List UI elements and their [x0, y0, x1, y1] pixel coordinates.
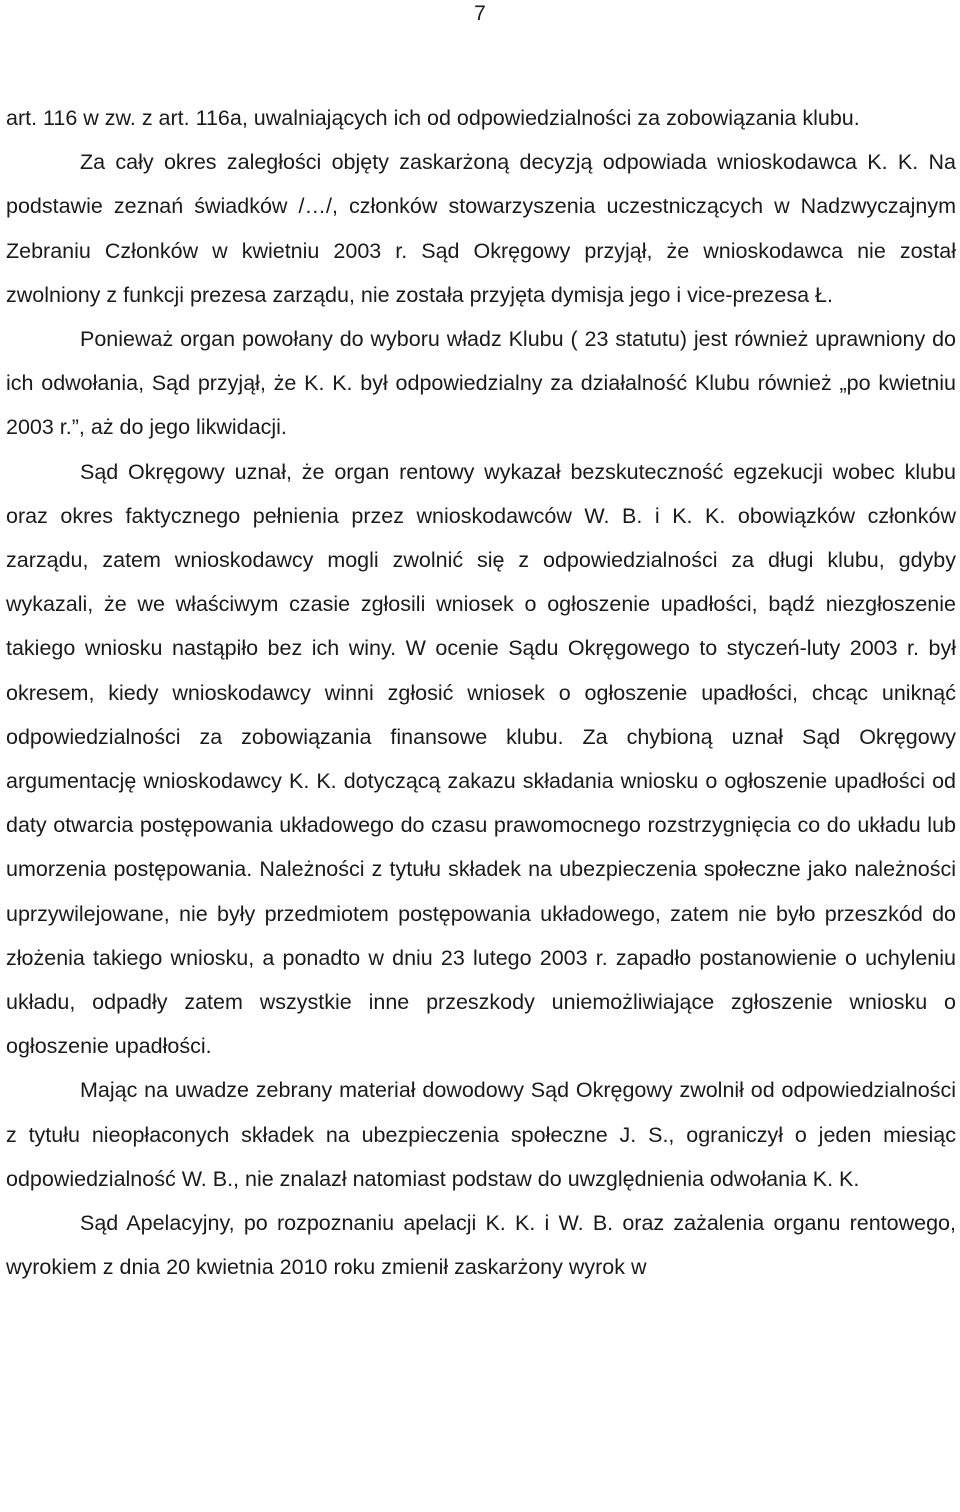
paragraph: art. 116 w zw. z art. 116a, uwalniających ich od odpowiedzialności za zobowiązania klubu. — [6, 106, 860, 130]
paragraph: Sąd Apelacyjny, po rozpoznaniu apelacji K. K. i W. B. oraz zażalenia organu rentowego, wyrokiem z dnia 20 kwietnia 2010 roku zmienił zaskarżony wyrok w — [6, 1211, 956, 1280]
paragraph: Mając na uwadze zebrany materiał dowodowy Sąd Okręgowy zwolnił od odpowiedzialności z tytułu nieopłaconych składek na ubezpieczenia społeczne J. S., ograniczył o jeden miesiąc odpowiedzialność W. B., nie znalazł natomiast podstaw do uwzględnienia odwołania K. K. — [6, 1078, 956, 1191]
paragraph: Ponieważ organ powołany do wyboru władz Klubu ( 23 statutu) jest również uprawniony do ich odwołania, Sąd przyjął, że K. K. był odpowiedzialny za działalność Klubu również „po kwietniu 2003 r.”, aż do jego likwidacji. — [6, 327, 956, 440]
page-number: 7 — [474, 2, 486, 25]
paragraph: Sąd Okręgowy uznał, że organ rentowy wykazał bezskuteczność egzekucji wobec klubu oraz okres faktycznego pełnienia przez wnioskodawców W. B. i K. K. obowiązków członków zarządu, zatem wnioskodawcy mogli zwolnić się z odpowiedzialności za długi klubu, gdyby wykazali, że we właściwym czasie zgłosili wniosek o ogłoszenie upadłości, bądź niezgłoszenie takiego wniosku nastąpiło bez ich winy. W ocenie Sądu Okręgowego to styczeń-luty 2003 r. był okresem, kiedy wnioskodawcy winni zgłosić wniosek o ogłoszenie upadłości, chcąc uniknąć odpowiedzialności za zobowiązania finansowe klubu. Za chybioną uznał Sąd Okręgowy argumentację wnioskodawcy K. K. dotyczącą zakazu składania wniosku o ogłoszenie upadłości od daty otwarcia postępowania układowego do czasu prawomocnego rozstrzygnięcia co do układu lub umorzenia postępowania. Należności z tytułu składek na ubezpieczenia społeczne jako należności uprzywilejowane, nie były przedmiotem postępowania układowego, zatem nie było przeszkód do złożenia takiego wniosku, a ponadto w dniu 23 lutego 2003 r. zapadło postanowienie o uchyleniu układu, odpadły zatem wszystkie inne przeszkody uniemożliwiające zgłoszenie wniosku o ogłoszenie upadłości. — [6, 459, 956, 1059]
document-body — [6, 96, 956, 1289]
paragraph: Za cały okres zaległości objęty zaskarżoną decyzją odpowiada wnioskodawca K. K. Na podstawie zeznań świadków /…/, członków stowarzyszenia uczestniczących w Nadzwyczajnym Zebraniu Członków w kwietniu 2003 r. Sąd Okręgowy przyjął, że wnioskodawca nie został zwolniony z funkcji prezesa zarządu, nie została przyjęta dymisja jego i vice-prezesa Ł. — [6, 150, 956, 307]
